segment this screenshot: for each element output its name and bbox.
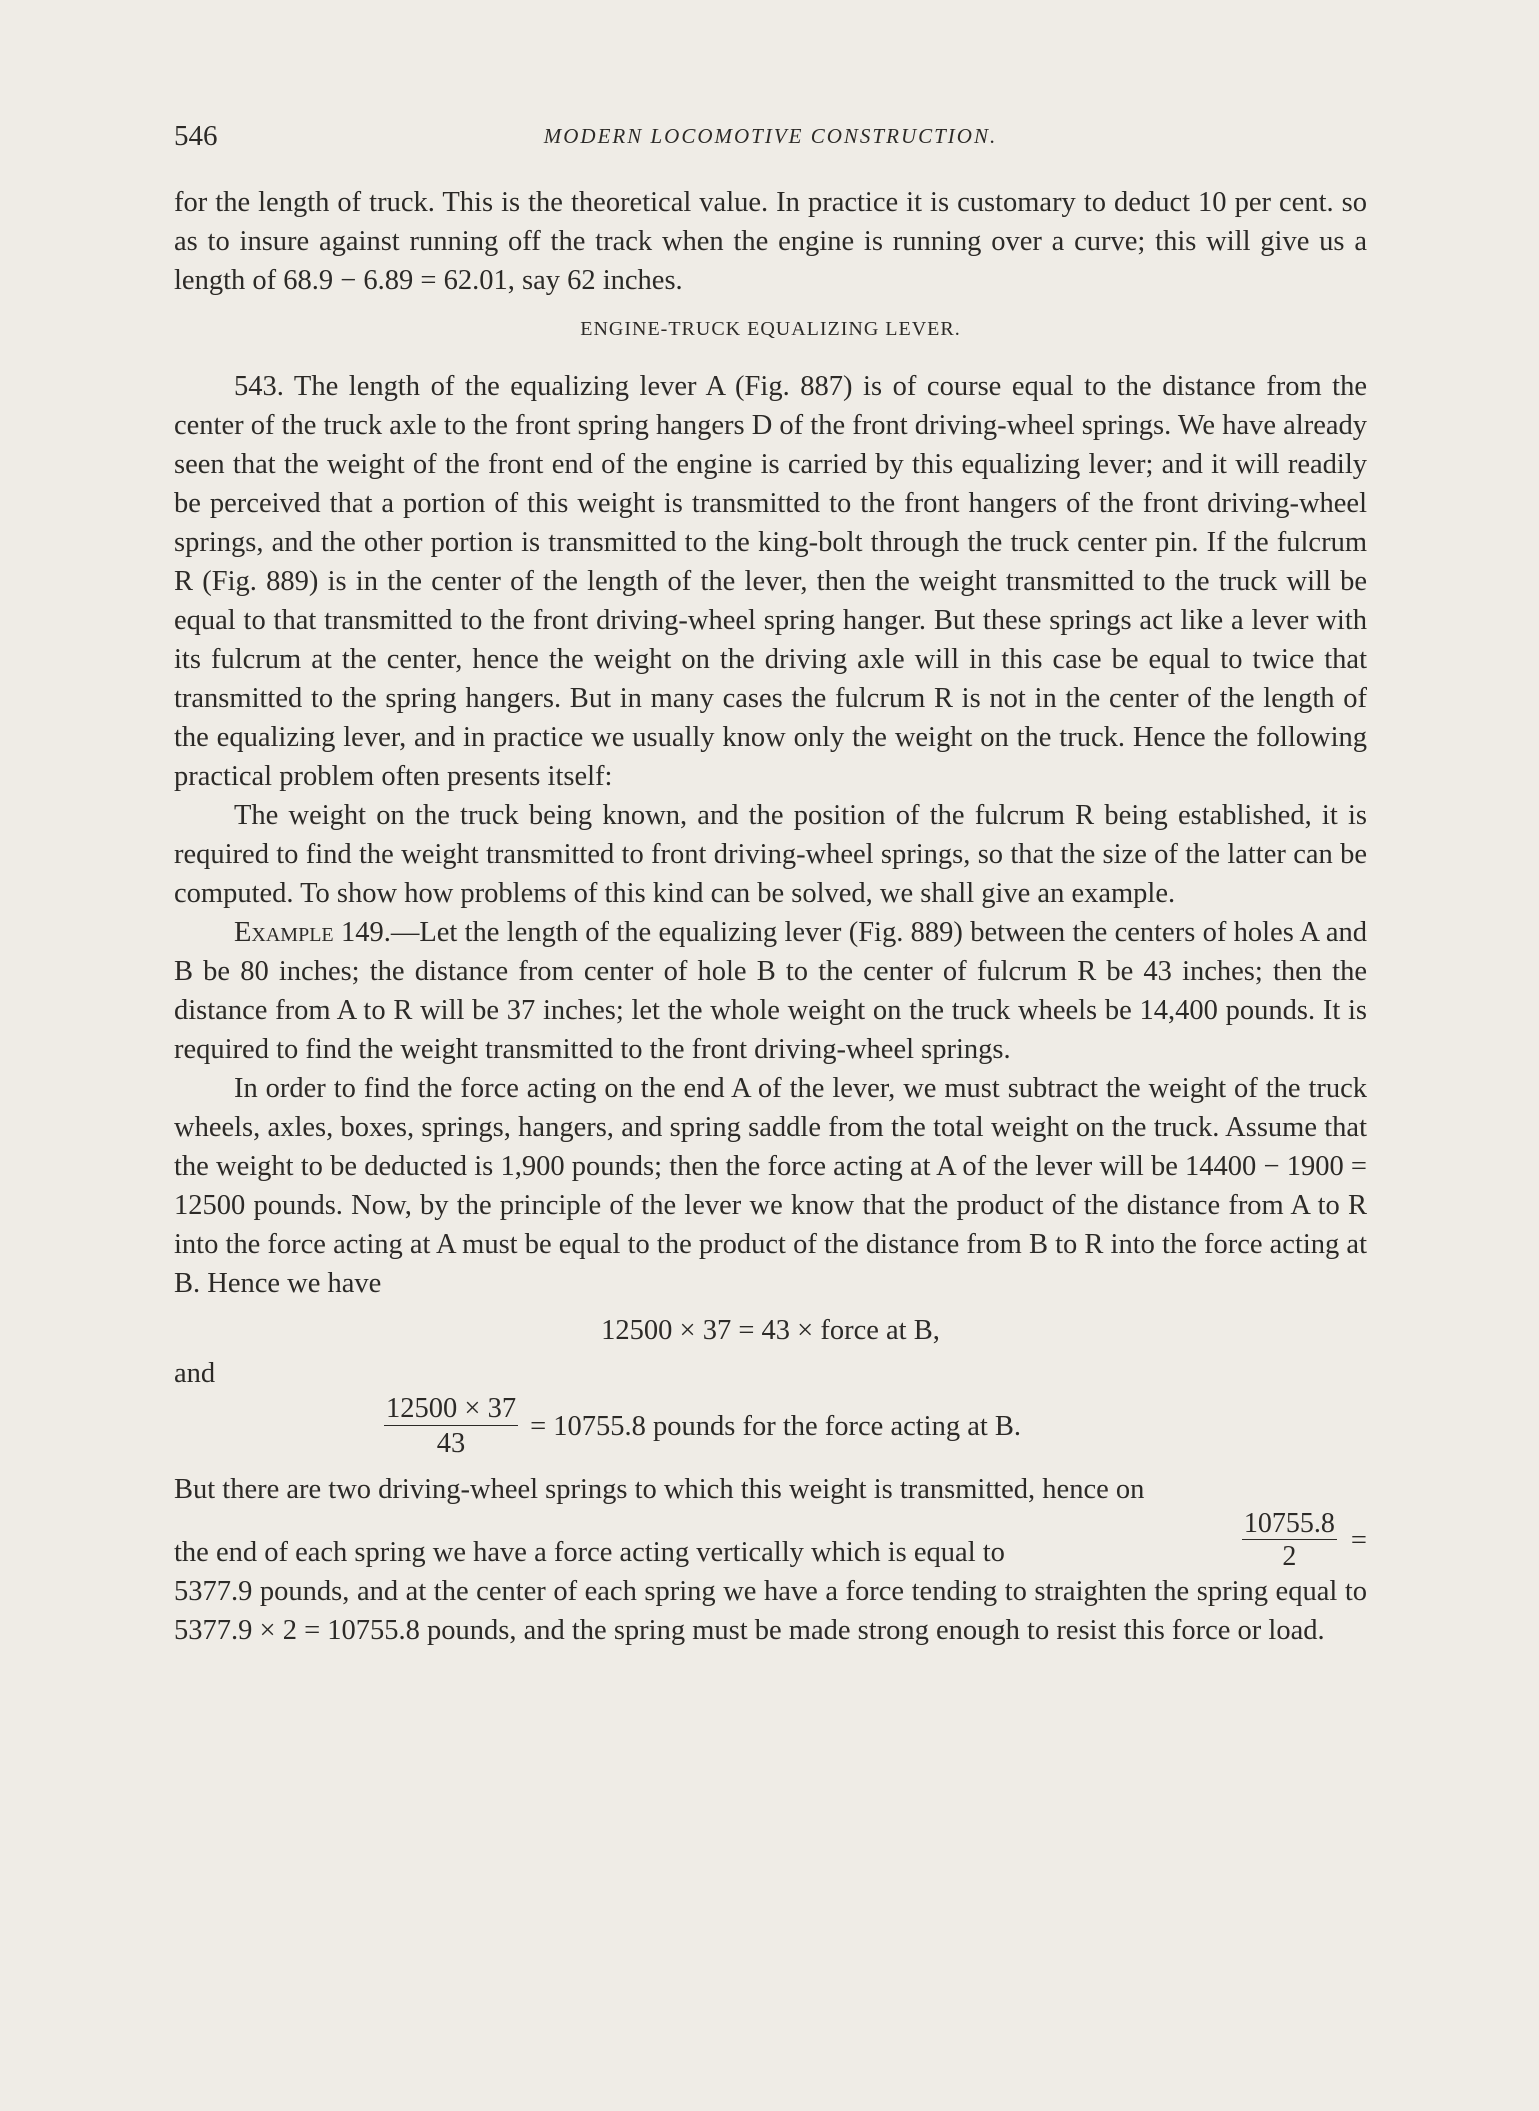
equation-2-result: = 10755.8 pounds for the force acting at B. bbox=[530, 1411, 1022, 1442]
paragraph-springs-line-1: But there are two driving-wheel springs to which this weight is transmitted, hence on bbox=[174, 1474, 1145, 1505]
equals-sign: = bbox=[1350, 1525, 1367, 1556]
example-text: 149.—Let the length of the equalizing lever (Fig. 889) between the centers of holes A and B be 80 inches; the distance from center of hole B to the center of fulcrum R be 43 inches; then the distance from A to R will be 37 inches; let the whole weight on the truck wheels be 14,400 pounds. It is required to find the weight transmitted to the front driving-wheel springs. bbox=[174, 917, 1367, 1065]
fraction-3 bbox=[1242, 1509, 1337, 1572]
equation-2 bbox=[384, 1393, 1367, 1460]
section-heading: ENGINE-TRUCK EQUALIZING LEVER. bbox=[580, 318, 961, 340]
fraction-3-denominator: 2 bbox=[1282, 1541, 1297, 1572]
equation-1: 12500 × 37 = 43 × force at B, bbox=[601, 1315, 940, 1346]
paragraph-springs-line-2 bbox=[174, 1509, 1367, 1572]
running-head: MODERN LOCOMOTIVE CONSTRUCTION. bbox=[543, 124, 998, 148]
fraction-2-denominator: 43 bbox=[436, 1428, 466, 1459]
fraction-3-numerator: 10755.8 bbox=[1243, 1508, 1335, 1539]
paragraph-intro: for the length of truck. This is the theoretical value. In practice it is customary to deduct 10 per cent. so as to insure against running off the track when the engine is running over a curve; this will give us a length of 68.9 − 6.89 = 62.01, say 62 inches. bbox=[174, 187, 1367, 296]
paragraph-force: In order to find the force acting on the end A of the lever, we must subtract the weight of the truck wheels, axles, boxes, springs, hangers, and spring saddle from the total weight on the truck. Assume that the weight to be deducted is 1,900 pounds; then the force acting at A of the lever will be 14400 − 1900 = 12500 pounds. Now, by the principle of the lever we know that the product of the distance from A to R into the force acting at A must be equal to the product of the distance from B to R into the force acting at B. Hence we have bbox=[174, 1073, 1367, 1299]
springs-line-2-text: the end of each spring we have a force acting vertically which is equal to bbox=[174, 1537, 1005, 1568]
fraction-2-numerator: 12500 × 37 bbox=[386, 1393, 517, 1424]
page-number: 546 bbox=[174, 120, 218, 152]
paragraph-problem: The weight on the truck being known, and the position of the fulcrum R being established, it is required to find the weight transmitted to front driving-wheel springs, so that the size of the latter can be computed. To show how problems of this kind can be solved, we shall give an example. bbox=[174, 800, 1367, 909]
page-header bbox=[174, 120, 1367, 154]
fraction-2 bbox=[384, 1393, 518, 1460]
example-label: Example bbox=[234, 917, 334, 948]
page-body bbox=[174, 183, 1367, 1650]
and-word: and bbox=[174, 1358, 216, 1389]
paragraph-543: 543. The length of the equalizing lever A (Fig. 887) is of course equal to the distance from the center of the truck axle to the front spring hangers D of the front driving-wheel springs. We have already seen that the weight of the front end of the engine is carried by this equalizing lever; and it will readily be perceived that a portion of this weight is transmitted to the front hangers of the front driving-wheel springs, and the other portion is transmitted to the king-bolt through the truck center pin. If the fulcrum R (Fig. 889) is in the center of the length of the lever, then the weight transmitted to the truck will be equal to that transmitted to the front driving-wheel spring hanger. But these springs act like a lever with its fulcrum at the center, hence the weight on the driving axle will in this case be equal to twice that transmitted to the spring hangers. But in many cases the fulcrum R is not in the center of the length of the equalizing lever, and in practice we usually know only the weight on the truck. Hence the following practical problem often presents itself: bbox=[174, 371, 1367, 792]
paragraph-example bbox=[174, 913, 1367, 1069]
paragraph-springs-line-3: 5377.9 pounds, and at the center of each spring we have a force tending to straighten the spring equal to 5377.9 × 2 = 10755.8 pounds, and the spring must be made strong enough to resist this force or load. bbox=[174, 1576, 1367, 1646]
